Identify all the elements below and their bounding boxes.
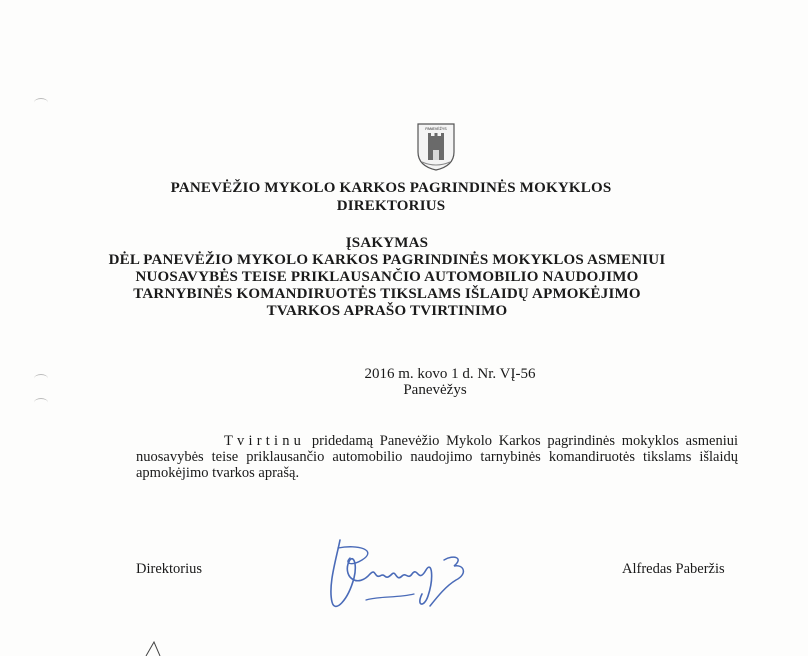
order-heading: ĮSAKYMAS (345, 235, 429, 251)
order-body-paragraph (136, 433, 738, 481)
order-body-sentence: pridedamą Panevėžio Mykolo Karkos pagrindinės mokyklos asmeniui nuosavybės teise priklausančio automobilio naudojimo tarnybinės komandiruotės tikslams išlaidų apmokėjimo tvarkos aprašą. (136, 433, 739, 481)
margin-scan-mark (34, 398, 48, 407)
school-heading: PANEVĖŽIO MYKOLO KARKOS PAGRINDINĖS MOKYKLOS (170, 180, 612, 196)
order-title-line: TARNYBINĖS KOMANDIRUOTĖS TIKSLAMS IŠLAIDŲ APMOKĖJIMO (133, 286, 641, 302)
order-date-number: 2016 m. kovo 1 d. Nr. VĮ-56 (364, 366, 536, 382)
signatory-name: Alfredas Paberžis (622, 561, 725, 577)
order-title-line: NUOSAVYBĖS TEISE PRIKLAUSANČIO AUTOMOBILIO NAUDOJIMO (135, 269, 639, 285)
director-heading: DIREKTORIUS (336, 198, 446, 214)
coat-of-arms-icon (416, 122, 456, 172)
order-place: Panevėžys (403, 382, 467, 398)
scan-corner-mark (140, 640, 170, 656)
spaced-verb: Tvirtinu (224, 433, 306, 449)
handwritten-signature (318, 530, 488, 630)
order-body (136, 433, 738, 481)
coat-of-arms-label: PANEVĖŽYS (425, 127, 447, 131)
order-title (0, 252, 791, 320)
margin-scan-mark (34, 98, 48, 107)
order-title-line: DĖL PANEVĖŽIO MYKOLO KARKOS PAGRINDINĖS MOKYKLOS ASMENIUI (108, 252, 666, 268)
order-title-line: TVARKOS APRAŠO TVIRTINIMO (266, 303, 508, 319)
signatory-role: Direktorius (136, 561, 203, 577)
